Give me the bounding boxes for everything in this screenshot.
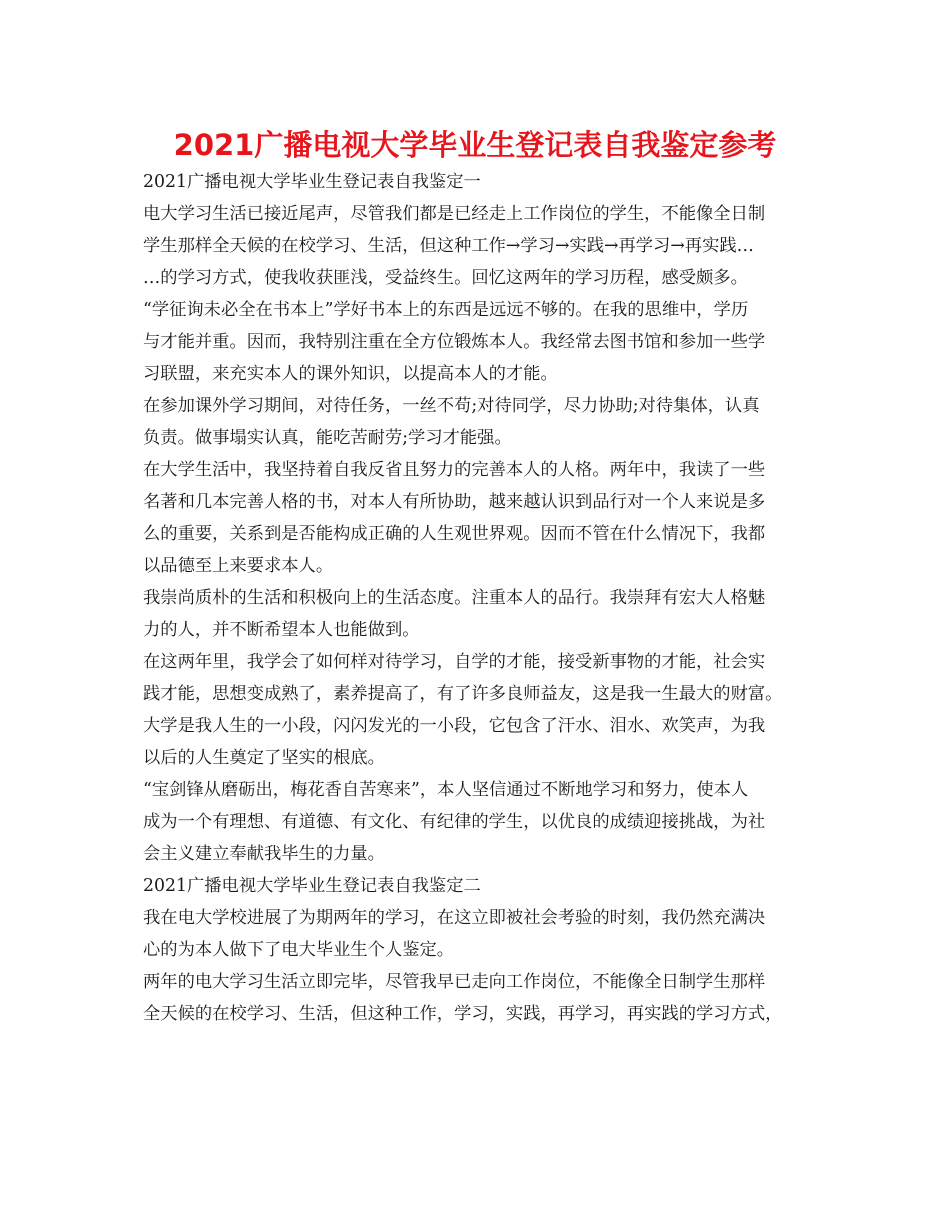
text-line: 践才能，思想变成熟了，素养提高了，有了许多良师益友，这是我一生最大的财富。 [143, 684, 783, 704]
document-body [143, 166, 823, 1030]
text-line: 大学是我人生的一小段，闪闪发光的一小段，它包含了汗水、泪水、欢笑声，为我 [143, 716, 766, 736]
text-line: 力的人，并不断希望本人也能做到。 [143, 620, 420, 640]
text-line: 我在电大学校进展了为期两年的学习，在这立即被社会考验的时刻，我仍然充满决 [143, 908, 766, 928]
text-line: 两年的电大学习生活立即完毕，尽管我早已走向工作岗位，不能像全日制学生那样 [143, 972, 766, 992]
text-line: 我崇尚质朴的生活和积极向上的生活态度。注重本人的品行。我崇拜有宏大人格魅 [143, 588, 766, 608]
text-line: 习联盟，来充实本人的课外知识，以提高本人的才能。 [143, 364, 558, 384]
text-line: 在参加课外学习期间，对待任务，一丝不苟;对待同学，尽力协助;对待集体，认真 [143, 396, 760, 416]
text-line: 名著和几本完善人格的书，对本人有所协助，越来越认识到品行对一个人来说是多 [143, 492, 766, 512]
text-line: 电大学习生活已接近尾声，尽管我们都是已经走上工作岗位的学生，不能像全日制 [143, 204, 766, 224]
text-line: 与才能并重。因而，我特别注重在全方位锻炼本人。我经常去图书馆和参加一些学 [143, 332, 766, 352]
text-line: 么的重要，关系到是否能构成正确的人生观世界观。因而不管在什么情况下，我都 [143, 524, 766, 544]
text-line: 成为一个有理想、有道德、有文化、有纪律的学生，以优良的成绩迎接挑战，为社 [143, 812, 766, 832]
document-title: 2021广播电视大学毕业生登记表自我鉴定参考 [173, 128, 777, 162]
text-line: …的学习方式，使我收获匪浅，受益终生。回忆这两年的学习历程，感受颇多。 [143, 268, 748, 288]
text-line: “宝剑锋从磨砺出，梅花香自苦寒来”，本人坚信通过不断地学习和努力，使本人 [143, 780, 749, 800]
text-line: 负责。做事塌实认真，能吃苦耐劳;学习才能强。 [143, 428, 512, 448]
text-line: 以品德至上来要求本人。 [143, 556, 334, 576]
text-line: 在大学生活中，我坚持着自我反省且努力的完善本人的人格。两年中，我读了一些 [143, 460, 766, 480]
text-line: 学生那样全天候的在校学习、生活，但这种工作→学习→实践→再学习→再实践… [143, 236, 754, 256]
text-line: “学征询未必全在书本上”学好书本上的东西是远远不够的。在我的思维中，学历 [143, 300, 749, 320]
section-heading-2: 2021广播电视大学毕业生登记表自我鉴定二 [143, 876, 481, 896]
text-line: 以后的人生奠定了坚实的根底。 [143, 748, 385, 768]
text-line: 心的为本人做下了电大毕业生个人鉴定。 [143, 940, 455, 960]
section-heading-1: 2021广播电视大学毕业生登记表自我鉴定一 [143, 172, 481, 192]
text-line: 在这两年里，我学会了如何样对待学习，自学的才能，接受新事物的才能，社会实 [143, 652, 766, 672]
text-line: 全天候的在校学习、生活，但这种工作，学习，实践，再学习，再实践的学习方式， [143, 1004, 783, 1024]
text-line: 会主义建立奉献我毕生的力量。 [143, 844, 385, 864]
